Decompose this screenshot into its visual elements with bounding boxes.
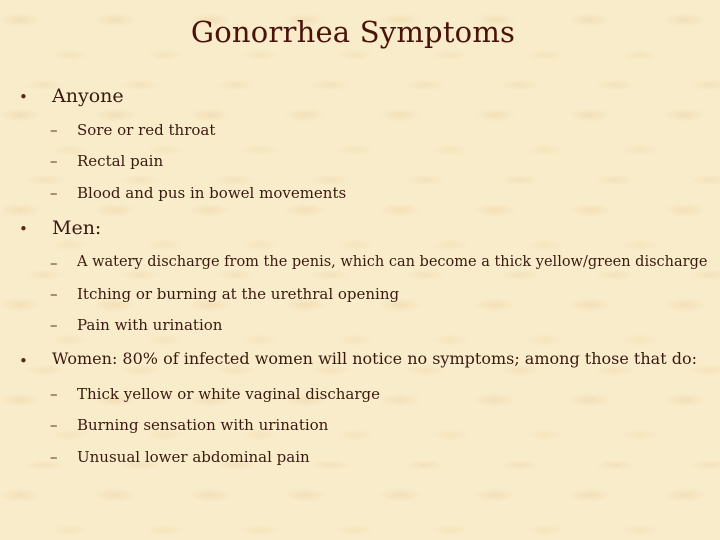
dash-icon: – <box>50 385 58 403</box>
dash-icon: – <box>50 285 58 303</box>
list-item: A watery discharge from the penis, which can become a thick yellow/green discharge <box>77 254 708 270</box>
bullet-icon: • <box>19 352 28 370</box>
section-heading-anyone: Anyone <box>52 85 124 107</box>
section-heading-women: Women: 80% of infected women will notice no symptoms; among those that do: <box>52 349 697 368</box>
section-heading-men: Men: <box>52 217 102 239</box>
dash-icon: – <box>50 254 58 272</box>
list-item: Burning sensation with urination <box>77 416 329 434</box>
dash-icon: – <box>50 416 58 434</box>
list-item: Unusual lower abdominal pain <box>77 448 310 466</box>
dash-icon: – <box>50 448 58 466</box>
list-item: Pain with urination <box>77 316 223 334</box>
dash-icon: – <box>50 316 58 334</box>
list-item: Thick yellow or white vaginal discharge <box>77 385 380 403</box>
slide-title: Gonorrhea Symptoms <box>190 15 516 49</box>
bullet-icon: • <box>19 88 28 106</box>
list-item: Sore or red throat <box>77 121 216 139</box>
list-item: Rectal pain <box>77 152 164 170</box>
list-item: Blood and pus in bowel movements <box>77 184 347 202</box>
dash-icon: – <box>50 121 58 139</box>
dash-icon: – <box>50 184 58 202</box>
list-item: Itching or burning at the urethral opening <box>77 285 400 303</box>
dash-icon: – <box>50 152 58 170</box>
bullet-icon: • <box>19 220 28 238</box>
